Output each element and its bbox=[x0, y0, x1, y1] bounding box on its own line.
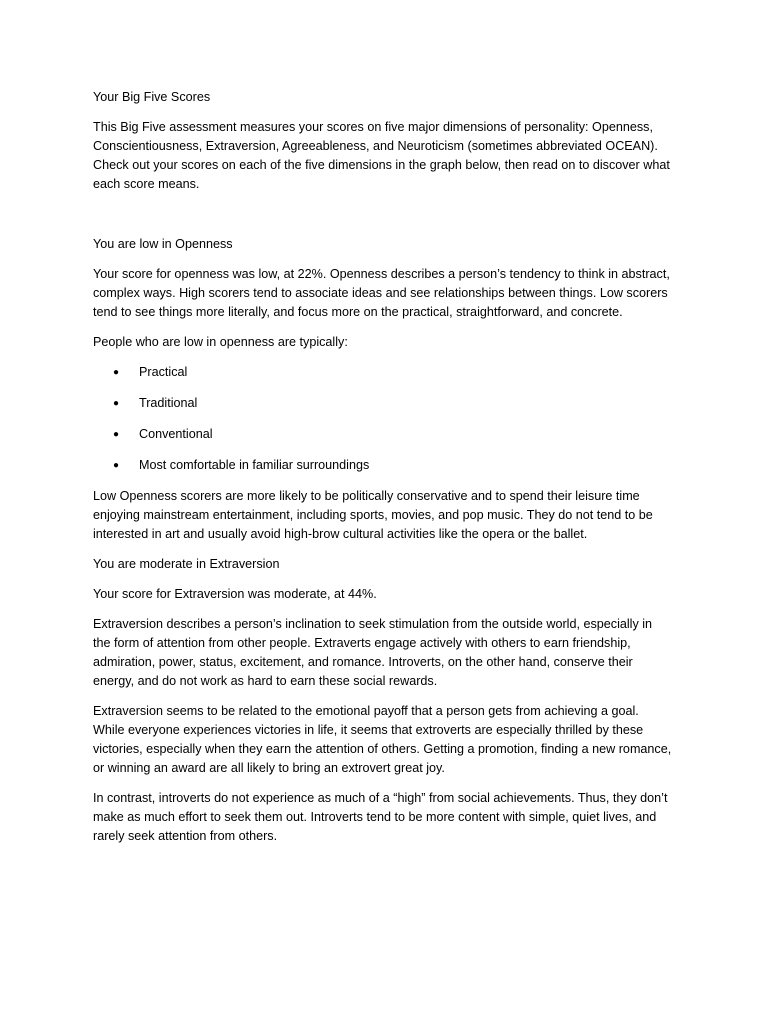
intro-paragraph: This Big Five assessment measures your scores on five major dimensions of personality: Openness, Conscientiousness, Extraversion, Agreeableness, and Neuroticism (sometimes abbreviated OCEAN). Check out your scores on each of the five dimensions in the graph below, then read on to discover what each score means. bbox=[93, 120, 670, 191]
extraversion-heading: You are moderate in Extraversion bbox=[93, 557, 280, 571]
list-item bbox=[93, 456, 673, 475]
bullet-icon: ● bbox=[113, 429, 120, 440]
extraversion-paragraph-2: Extraversion seems to be related to the emotional payoff that a person gets from achieving a goal. While everyone experiences victories in life, it seems that extroverts are especially thrilled by these victories, especially when they earn the attention of others. Getting a promotion, finding a new romance, or winning an award are all likely to bring an extrovert great joy. bbox=[93, 704, 672, 775]
openness-score-paragraph: Your score for openness was low, at 22%. Openness describes a person’s tendency to think in abstract, complex ways. High scorers tend to associate ideas and see relationships between things. Low scorers tend to see things more literally, and focus more on the practical, straightforward, and concrete. bbox=[93, 267, 670, 319]
extraversion-paragraph-3: In contrast, introverts do not experience as much of a “high” from social achievements. Thus, they don’t make as much effort to seek them out. Introverts tend to be more content with simple, quiet lives, and rarely seek attention from others. bbox=[93, 791, 668, 843]
openness-heading: You are low in Openness bbox=[93, 237, 233, 251]
trait-label: Conventional bbox=[139, 427, 213, 441]
document-page bbox=[93, 88, 673, 857]
document-title: Your Big Five Scores bbox=[93, 90, 211, 104]
openness-closing-paragraph: Low Openness scorers are more likely to be politically conservative and to spend their leisure time enjoying mainstream entertainment, including sports, movies, and pop music. They do not tend to be interested in art and usually avoid high-brow cultural activities like the opera or the ballet. bbox=[93, 489, 653, 541]
list-item bbox=[93, 425, 673, 444]
trait-label: Practical bbox=[139, 365, 188, 379]
openness-traits-intro: People who are low in openness are typically: bbox=[93, 335, 348, 349]
extraversion-score-line: Your score for Extraversion was moderate, at 44%. bbox=[93, 587, 377, 601]
bullet-icon: ● bbox=[113, 398, 120, 409]
section-spacer bbox=[93, 205, 673, 235]
trait-label: Traditional bbox=[139, 396, 198, 410]
extraversion-paragraph-1: Extraversion describes a person’s inclination to seek stimulation from the outside world, especially in the form of attention from other people. Extraverts engage actively with others to earn friendship, admiration, power, status, excitement, and romance. Introverts, on the other hand, conserve their energy, and do not work as hard to earn these social rewards. bbox=[93, 617, 653, 688]
bullet-icon: ● bbox=[113, 367, 120, 378]
openness-traits-list bbox=[93, 363, 673, 475]
bullet-icon: ● bbox=[113, 460, 120, 471]
list-item bbox=[93, 363, 673, 382]
list-item bbox=[93, 394, 673, 413]
trait-label: Most comfortable in familiar surroundings bbox=[139, 458, 370, 472]
